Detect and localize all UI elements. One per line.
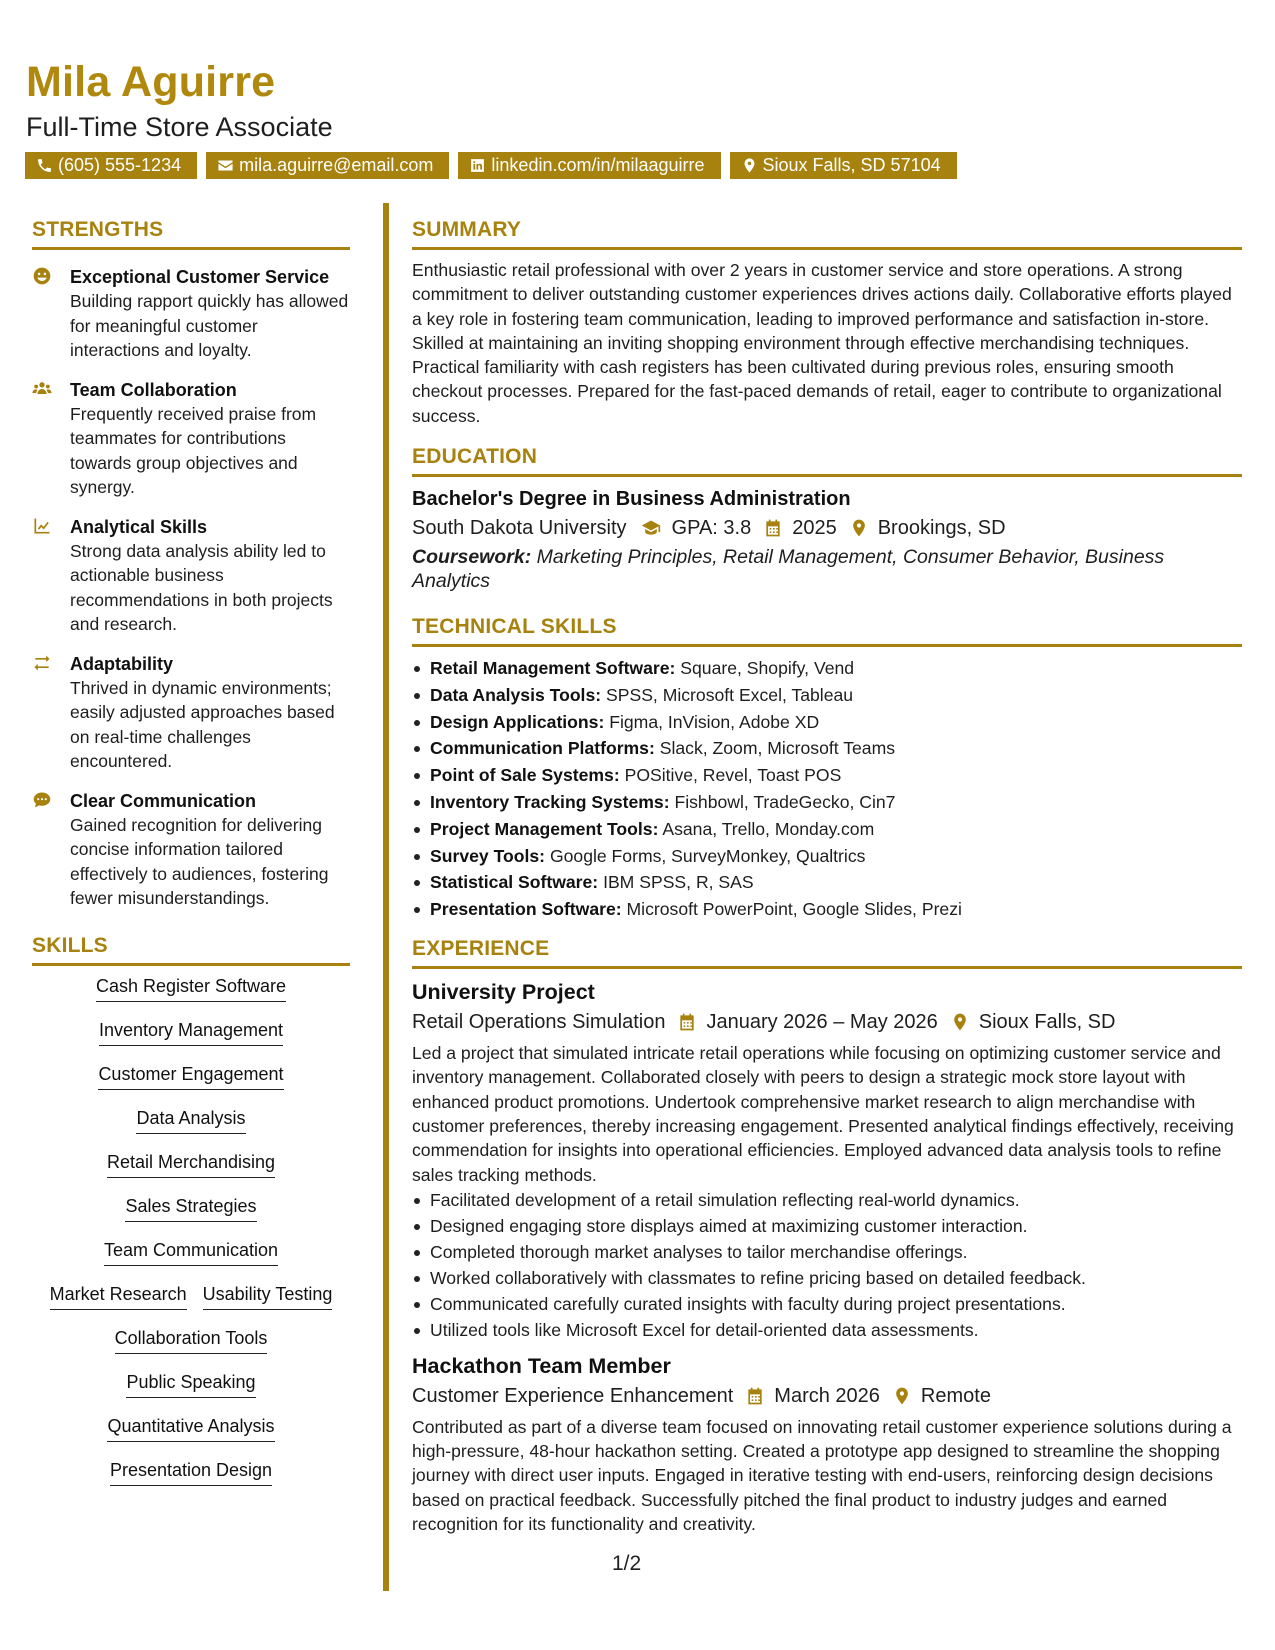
chart-line-icon [32,516,52,536]
skill-tag: Quantitative Analysis [107,1414,274,1442]
experience-location: Remote [920,1384,991,1407]
experience-dates: January 2026 – May 2026 [706,1011,938,1034]
school-location: Brookings, SD [877,517,1006,540]
strength-title: Clear Communication [70,790,257,811]
skill-tag: Public Speaking [126,1370,255,1398]
candidate-name: Mila Aguirre [26,58,276,106]
map-pin-icon [741,157,758,174]
skill-tag: Data Analysis [136,1106,245,1134]
experience-entry [412,1351,1242,1536]
list-item [412,789,1242,816]
page-number: 1/2 [612,1552,642,1575]
list-item: Facilitated development of a retail simulation reflecting real-world dynamics. [412,1187,1242,1213]
graduation-cap-icon [639,518,663,538]
experience-meta [412,1381,1242,1411]
skill-label: Data Analysis Tools: [430,684,602,705]
contact-phone[interactable] [25,152,197,179]
contact-location [730,152,957,179]
list-item: Utilized tools like Microsoft Excel for detail-oriented data assessments. [412,1317,1242,1343]
skill-tag: Sales Strategies [125,1194,256,1222]
list-item [412,682,1242,709]
column-divider [383,203,389,1591]
skills-list [32,966,350,1502]
linkedin-icon [469,157,486,174]
experience-heading: EXPERIENCE [412,937,1242,969]
phone-icon [36,157,53,174]
smile-icon [32,266,52,286]
skill-label: Design Applications: [430,711,605,732]
technical-skills-heading: TECHNICAL SKILLS [412,615,1242,647]
skill-label: Project Management Tools: [430,818,659,839]
education-meta [412,513,1242,543]
skill-tag: Presentation Design [110,1458,272,1486]
skill-label: Survey Tools: [430,845,546,866]
skill-tag: Retail Merchandising [107,1150,275,1178]
technical-skills-section [412,615,1242,923]
skill-tag: Inventory Management [99,1018,283,1046]
contact-linkedin-text: linkedin.com/in/milaaguirre [491,155,705,175]
strength-title: Adaptability [70,653,174,674]
map-pin-icon [849,518,869,538]
calendar-icon [677,1012,697,1032]
list-item: Worked collaboratively with classmates to refine pricing based on detailed feedback. [412,1265,1242,1291]
list-item: Designed engaging store displays aimed at maximizing customer interaction. [412,1213,1242,1239]
skill-value: SPSS, Microsoft Excel, Tableau [605,684,854,705]
calendar-icon [763,518,783,538]
education-heading: EDUCATION [412,445,1242,477]
coursework [412,545,1242,593]
skill-tag: Team Communication [104,1238,278,1266]
technical-skills-list [412,655,1242,923]
list-item: Completed thorough market analyses to tailor merchandise offerings. [412,1239,1242,1265]
strength-desc: Strong data analysis ability led to actionable business recommendations in both projects and research. [70,540,333,634]
skill-label: Presentation Software: [430,899,622,920]
skill-label: Communication Platforms: [430,738,655,759]
list-item [412,869,1242,896]
skill-tag: Cash Register Software [96,974,286,1002]
degree-title: Bachelor's Degree in Business Administration [412,488,851,511]
strength-title: Analytical Skills [70,516,208,537]
skill-label: Retail Management Software: [430,658,676,679]
skills-heading: SKILLS [32,934,350,966]
skill-label: Statistical Software: [430,872,599,893]
experience-section [412,937,1242,1536]
contact-linkedin[interactable] [458,152,720,179]
skill-tag: Collaboration Tools [115,1326,268,1354]
experience-entry [412,977,1242,1343]
experience-meta [412,1007,1242,1037]
gpa: GPA: 3.8 [671,517,752,540]
skill-value: Slack, Zoom, Microsoft Teams [659,738,896,759]
map-pin-icon [892,1386,912,1406]
experience-bullets [412,1187,1242,1343]
skill-value: Asana, Trello, Monday.com [662,818,875,839]
experience-title: University Project [412,980,595,1005]
list-item [412,709,1242,736]
strength-item [32,265,350,363]
strength-title: Exceptional Customer Service [70,267,330,287]
strengths-heading: STRENGTHS [32,218,350,250]
experience-description: Led a project that simulated intricate retail operations while focusing on optimizing customer service and inventory management. Collaborated closely with peers to design a strategic mock store layout with enhanced product promotions. Undertook comprehensive market research to align merchandise with customer preferences, thereby increasing engagement. Presented analytical findings effectively, receiving commendation for insights into operational efficiencies. Employed advanced data analysis tools to refine sales tracking methods. [412,1043,1234,1185]
exchange-arrows-icon [32,653,52,673]
list-item: Communicated carefully curated insights with faculty during project presentations. [412,1291,1242,1317]
skill-value: Microsoft PowerPoint, Google Slides, Prezi [626,899,962,920]
list-item [412,816,1242,843]
contact-email-text: mila.aguirre@email.com [239,155,434,175]
experience-location: Sioux Falls, SD [978,1011,1116,1034]
strength-item [32,378,350,500]
experience-subtitle: Customer Experience Enhancement [412,1384,734,1407]
strength-desc: Frequently received praise from teammates for contributions towards group objectives and synergy. [70,403,317,497]
skill-tag: Usability Testing [203,1282,333,1310]
list-item [412,762,1242,789]
envelope-icon [217,157,234,174]
list-item [412,843,1242,870]
list-item [412,735,1242,762]
list-item [412,655,1242,682]
strength-item [32,515,350,637]
strength-desc: Gained recognition for delivering concise information tailored effectively to audiences, fostering fewer misunderstandings. [70,814,329,908]
skill-value: Google Forms, SurveyMonkey, Qualtrics [549,845,866,866]
skill-value: IBM SPSS, R, SAS [603,872,754,893]
job-title: Full-Time Store Associate [26,112,333,142]
strength-item [32,789,350,911]
coursework-list: Marketing Principles, Retail Management, Consumer Behavior, Business Analytics [412,546,1165,593]
contact-phone-text: (605) 555-1234 [58,155,182,175]
map-pin-icon [950,1012,970,1032]
contact-email[interactable] [206,152,449,179]
experience-dates: March 2026 [774,1384,880,1407]
skill-value: Figma, InVision, Adobe XD [609,711,820,732]
left-column [32,218,350,1502]
graduation-year: 2025 [792,517,837,540]
comment-dots-icon [32,790,52,810]
strength-desc: Building rapport quickly has allowed for meaningful customer interactions and loyalty. [70,291,349,360]
coursework-label: Coursework: [412,546,532,569]
skill-value: Fishbowl, TradeGecko, Cin7 [674,792,896,813]
skill-tag: Market Research [50,1282,187,1310]
right-column [412,218,1242,1536]
experience-description: Contributed as part of a diverse team focused on innovating retail customer experience solutions during a high-pressure, 48-hour hackathon setting. Created a prototype app designed to streamline the shopping journey with direct user inputs. Engaged in iterative testing with end-users, reinforcing design decisions based on practical feedback. Successfully pitched the final product to industry judges and earned recognition for its functionality and creativity. [412,1416,1232,1535]
list-item [412,896,1242,923]
strength-title: Team Collaboration [70,379,237,400]
strength-desc: Thrived in dynamic environments; easily adjusted approaches based on real-time challenges encountered. [70,677,335,771]
users-icon [32,379,52,399]
skill-label: Inventory Tracking Systems: [430,792,670,813]
school-name: South Dakota University [412,517,627,540]
summary-text: Enthusiastic retail professional with over 2 years in customer service and store operations. A strong commitment to deliver outstanding customer experiences drives actions daily. Collaborative efforts played a key role in fostering team communication, leading to improved performance and satisfaction in-store. Skilled at maintaining an inviting shopping environment through effective merchandising techniques. Practical familiarity with cash registers has been cultivated during previous roles, ensuring smooth checkout processes. Prepared for the fast-paced demands of retail, eager to contribute to organizational success. [412,260,1232,426]
education-section [412,445,1242,593]
contact-location-text: Sioux Falls, SD 57104 [762,155,941,175]
skill-label: Point of Sale Systems: [430,765,620,786]
experience-title: Hackathon Team Member [412,1353,671,1378]
skill-value: POSitive, Revel, Toast POS [624,765,842,786]
skill-tag: Customer Engagement [98,1062,283,1090]
skill-value: Square, Shopify, Vend [680,658,855,679]
summary-heading: SUMMARY [412,218,1242,250]
calendar-icon [745,1386,765,1406]
strength-item [32,652,350,774]
experience-subtitle: Retail Operations Simulation [412,1011,666,1034]
contact-bar [25,152,957,179]
